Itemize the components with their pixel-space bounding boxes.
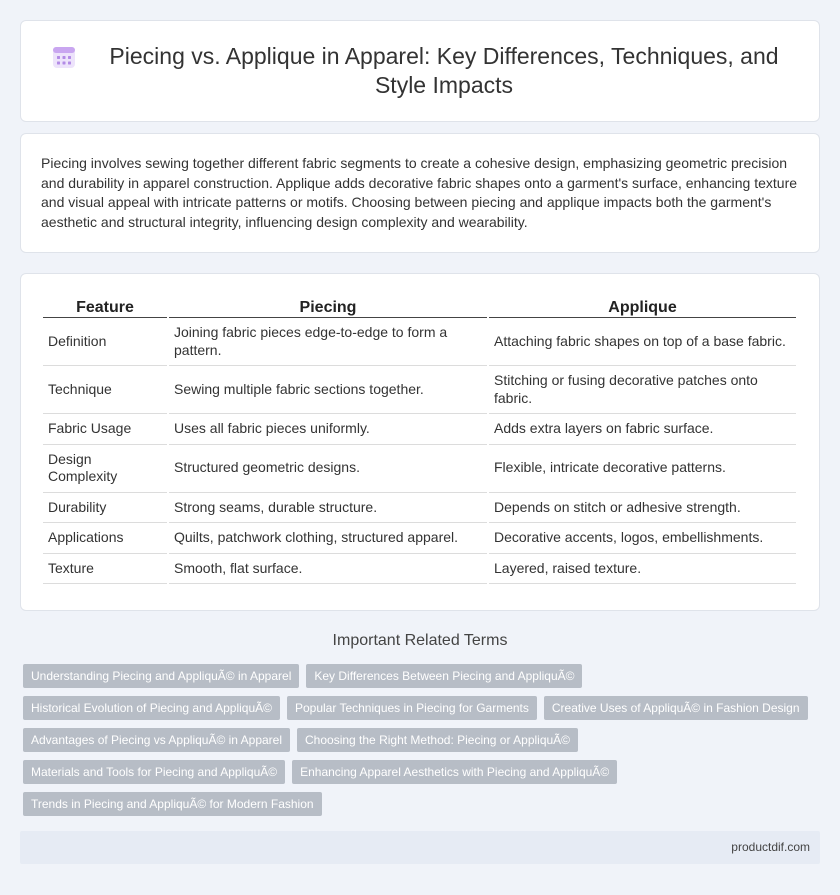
table-row xyxy=(43,445,796,493)
calendar-grid-icon xyxy=(51,44,77,70)
cell-applique: Decorative accents, logos, embellishments. xyxy=(489,523,796,554)
comparison-table xyxy=(41,296,798,584)
cell-piecing: Strong seams, durable structure. xyxy=(169,493,487,524)
table-row xyxy=(43,554,796,585)
cell-feature: Durability xyxy=(43,493,167,524)
cell-piecing: Sewing multiple fabric sections together. xyxy=(169,366,487,414)
cell-piecing: Quilts, patchwork clothing, structured apparel. xyxy=(169,523,487,554)
header-feature: Feature xyxy=(43,296,167,318)
cell-piecing: Smooth, flat surface. xyxy=(169,554,487,585)
related-term-link[interactable]: Materials and Tools for Piecing and AppliquÃ© xyxy=(23,760,285,784)
cell-feature: Technique xyxy=(43,366,167,414)
related-term-link[interactable]: Understanding Piecing and AppliquÃ© in Apparel xyxy=(23,664,299,688)
intro-paragraph: Piecing involves sewing together different fabric segments to create a cohesive design, emphasizing geometric precision and durability in apparel construction. Applique adds decorative fabric shapes onto a garment's surface, enhancing texture and visual appeal with intricate patterns or motifs. Choosing between piecing and applique impacts both the garment's aesthetic and structural integrity, influencing design complexity and wearability. xyxy=(41,155,798,230)
comparison-card xyxy=(20,273,820,611)
tag-row xyxy=(23,696,823,720)
related-term-link[interactable]: Creative Uses of AppliquÃ© in Fashion Design xyxy=(544,696,808,720)
table-row xyxy=(43,523,796,554)
cell-feature: Applications xyxy=(43,523,167,554)
cell-applique: Adds extra layers on fabric surface. xyxy=(489,414,796,445)
cell-feature: Definition xyxy=(43,318,167,366)
related-term-link[interactable]: Advantages of Piecing vs AppliquÃ© in Apparel xyxy=(23,728,290,752)
table-row xyxy=(43,318,796,366)
table-header-row xyxy=(43,296,796,318)
page-title: Piecing vs. Applique in Apparel: Key Differences, Techniques, and Style Impacts xyxy=(109,43,779,98)
related-term-link[interactable]: Enhancing Apparel Aesthetics with Piecing and AppliquÃ© xyxy=(292,760,617,784)
tag-row xyxy=(23,760,823,784)
header-applique: Applique xyxy=(489,296,796,318)
footer-site-link[interactable]: productdif.com xyxy=(731,840,810,854)
cell-piecing: Uses all fabric pieces uniformly. xyxy=(169,414,487,445)
footer xyxy=(20,831,820,864)
intro-card xyxy=(20,133,820,253)
cell-piecing: Joining fabric pieces edge-to-edge to form a pattern. xyxy=(169,318,487,366)
table-row xyxy=(43,493,796,524)
cell-feature: Texture xyxy=(43,554,167,585)
related-term-link[interactable]: Historical Evolution of Piecing and AppliquÃ© xyxy=(23,696,280,720)
cell-feature: Fabric Usage xyxy=(43,414,167,445)
cell-applique: Stitching or fusing decorative patches onto fabric. xyxy=(489,366,796,414)
cell-piecing: Structured geometric designs. xyxy=(169,445,487,493)
header-card xyxy=(20,20,820,122)
related-term-link[interactable]: Key Differences Between Piecing and AppliquÃ© xyxy=(306,664,582,688)
cell-feature: Design Complexity xyxy=(43,445,167,493)
related-terms-list xyxy=(23,664,823,824)
related-term-link[interactable]: Popular Techniques in Piecing for Garments xyxy=(287,696,537,720)
tag-row xyxy=(23,664,823,688)
cell-applique: Layered, raised texture. xyxy=(489,554,796,585)
header-piecing: Piecing xyxy=(169,296,487,318)
table-row xyxy=(43,414,796,445)
related-term-link[interactable]: Trends in Piecing and AppliquÃ© for Modern Fashion xyxy=(23,792,322,816)
cell-applique: Attaching fabric shapes on top of a base fabric. xyxy=(489,318,796,366)
tag-row xyxy=(23,792,823,816)
related-terms-title: Important Related Terms xyxy=(332,632,508,649)
table-row xyxy=(43,366,796,414)
tag-row xyxy=(23,728,823,752)
cell-applique: Depends on stitch or adhesive strength. xyxy=(489,493,796,524)
cell-applique: Flexible, intricate decorative patterns. xyxy=(489,445,796,493)
related-term-link[interactable]: Choosing the Right Method: Piecing or AppliquÃ© xyxy=(297,728,578,752)
